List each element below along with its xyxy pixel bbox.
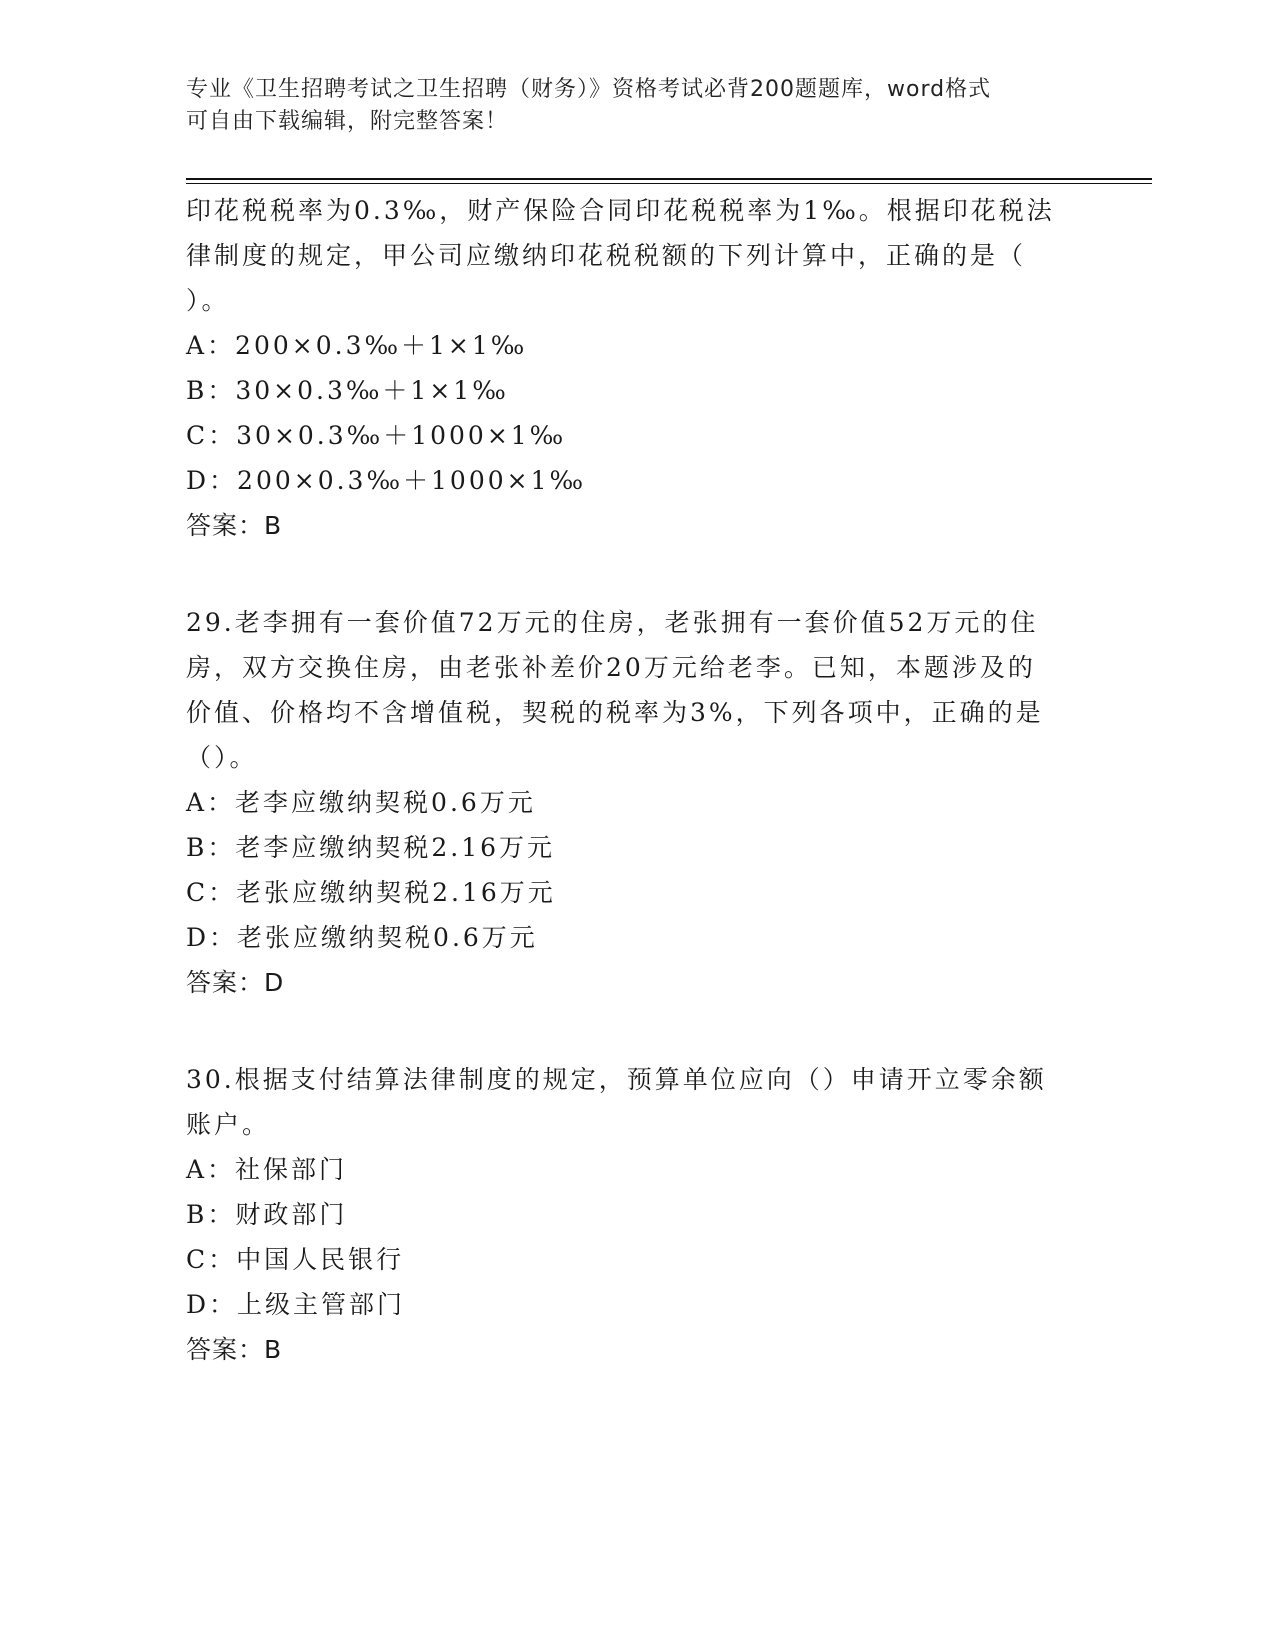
header-divider-thick xyxy=(186,178,1152,180)
option-d: D：上级主管部门 xyxy=(186,1290,406,1319)
answer-label: 答案：D xyxy=(186,968,285,997)
header-line-2: 可自由下载编辑，附完整答案！ xyxy=(186,109,509,134)
question-stem-line: 印花税税率为0.3‰，财产保险合同印花税税率为1‰。根据印花税法 xyxy=(186,196,1055,225)
answer-label: 答案：B xyxy=(186,511,283,540)
document-header xyxy=(186,74,1066,138)
option-c: C：30×0.3‰＋1000×1‰ xyxy=(186,421,567,450)
header-line-1: 专业《卫生招聘考试之卫生招聘（财务）》资格考试必背200题题库，word格式 xyxy=(186,77,992,102)
question-29 xyxy=(186,600,1086,1005)
question-stem-line: ）。 xyxy=(186,286,230,315)
option-a: A：社保部门 xyxy=(186,1155,348,1184)
document-body xyxy=(186,188,1086,1372)
option-d: D：老张应缴纳契税0.6万元 xyxy=(186,923,538,952)
question-stem-line: 律制度的规定，甲公司应缴纳印花税税额的下列计算中，正确的是（ xyxy=(186,241,1027,270)
spacer xyxy=(186,1005,1086,1057)
answer-label: 答案：B xyxy=(186,1335,283,1364)
question-28 xyxy=(186,188,1086,548)
option-d: D：200×0.3‰＋1000×1‰ xyxy=(186,466,587,495)
spacer xyxy=(186,548,1086,600)
option-c: C：老张应缴纳契税2.16万元 xyxy=(186,878,556,907)
question-stem-line: （）。 xyxy=(186,743,258,772)
option-b: B：财政部门 xyxy=(186,1200,348,1229)
option-a: A：200×0.3‰＋1×1‰ xyxy=(186,331,528,360)
question-stem-line: 30.根据支付结算法律制度的规定，预算单位应向（）申请开立零余额 xyxy=(186,1065,1047,1094)
option-b: B：老李应缴纳契税2.16万元 xyxy=(186,833,556,862)
question-stem-line: 账户。 xyxy=(186,1110,271,1139)
option-c: C：中国人民银行 xyxy=(186,1245,405,1274)
option-b: B：30×0.3‰＋1×1‰ xyxy=(186,376,509,405)
option-a: A：老李应缴纳契税0.6万元 xyxy=(186,788,536,817)
question-stem-line: 29.老李拥有一套价值72万元的住房，老张拥有一套价值52万元的住 xyxy=(186,608,1039,637)
question-30 xyxy=(186,1057,1086,1372)
question-stem-line: 房，双方交换住房，由老张补差价20万元给老李。已知，本题涉及的 xyxy=(186,653,1036,682)
header-divider-thin xyxy=(186,183,1152,184)
question-stem-line: 价值、价格均不含增值税，契税的税率为3%，下列各项中，正确的是 xyxy=(186,698,1044,727)
